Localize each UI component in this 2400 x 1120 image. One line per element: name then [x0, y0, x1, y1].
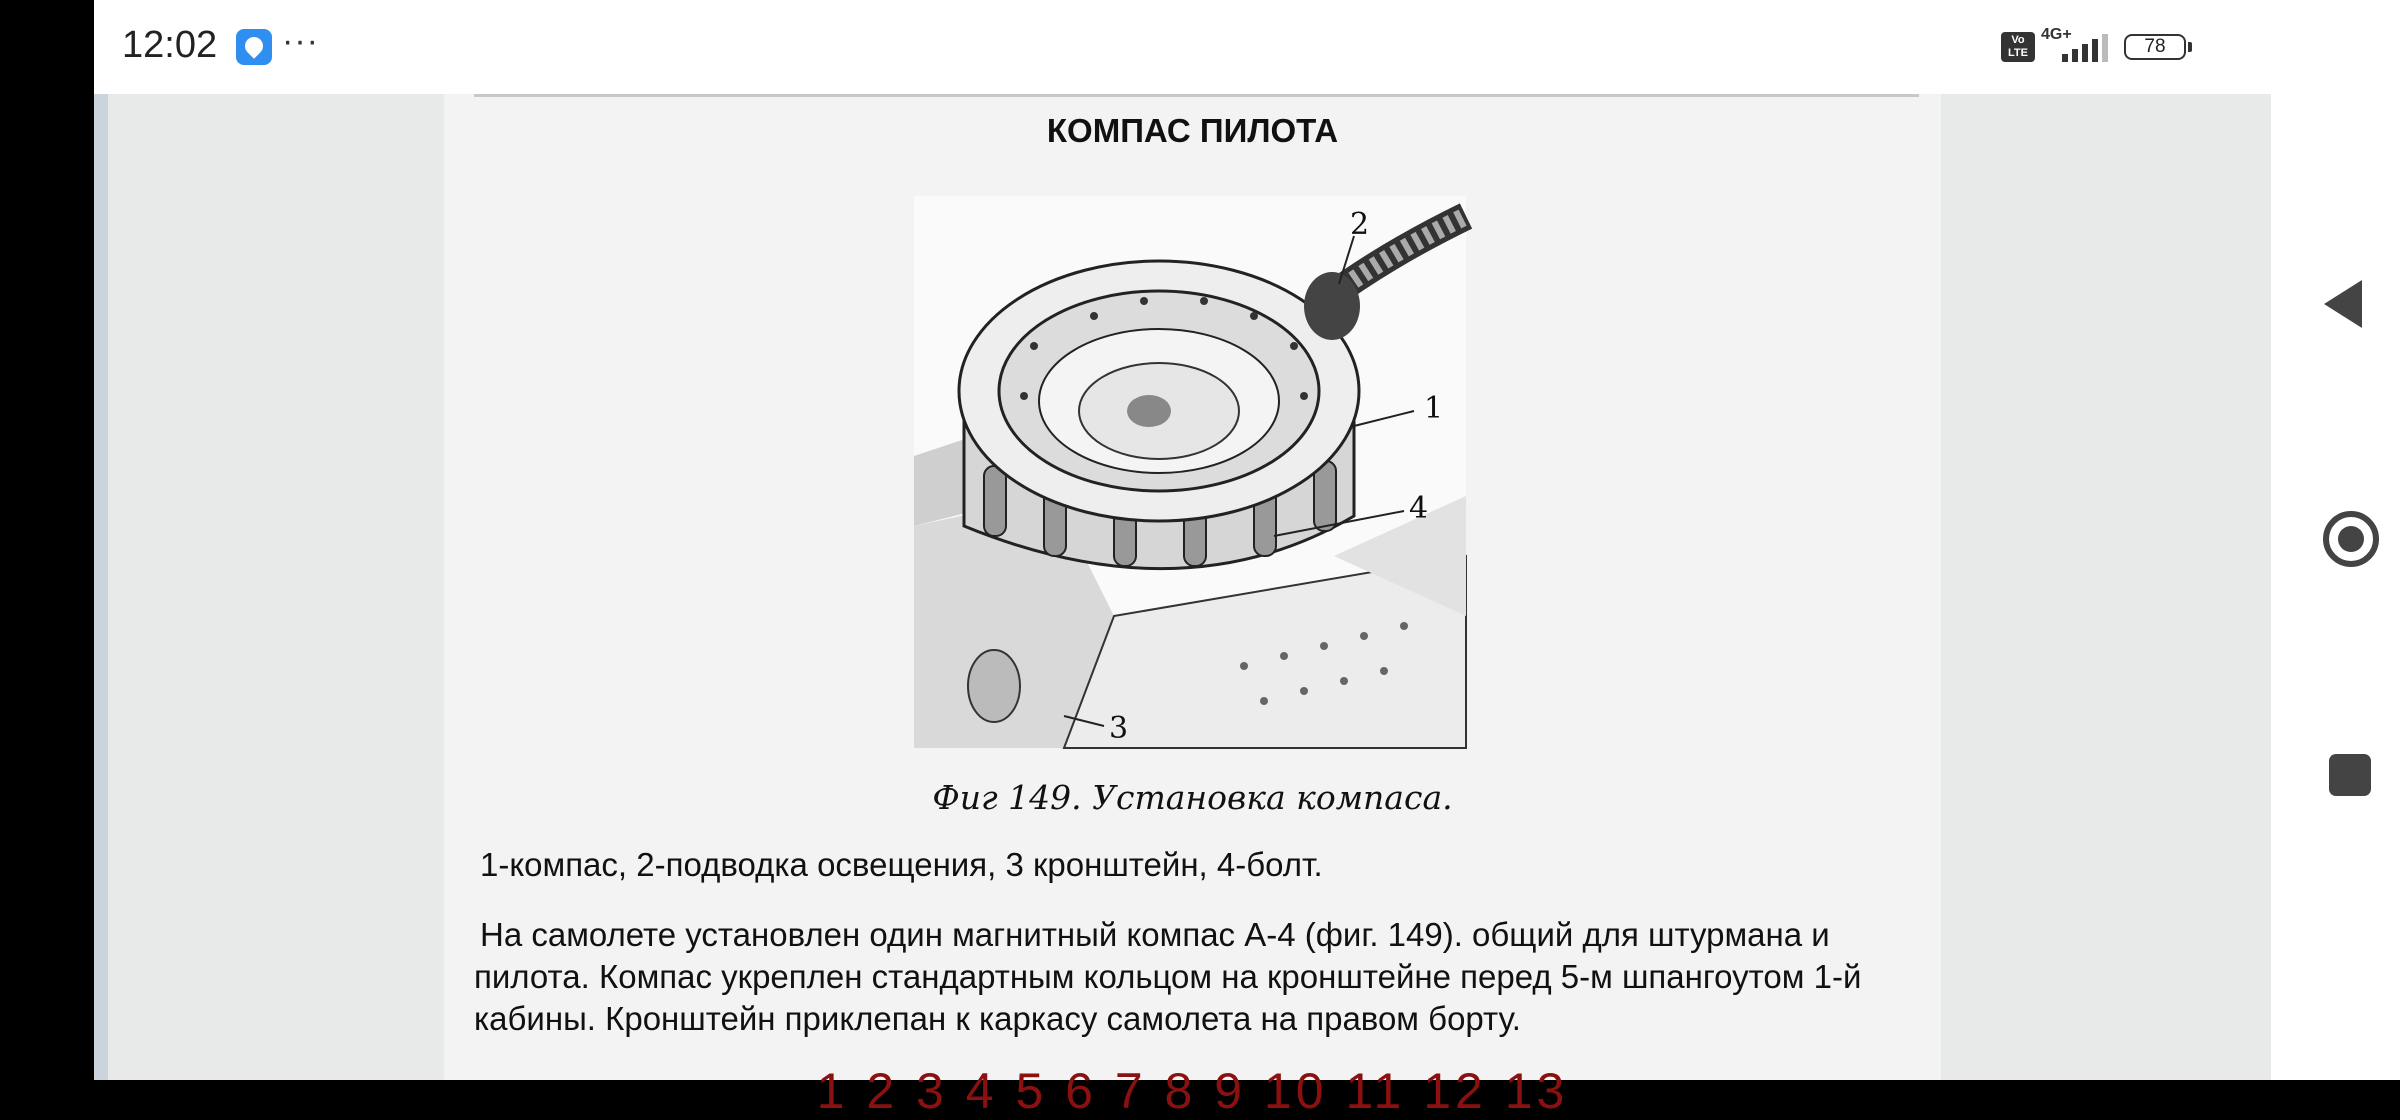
recents-icon[interactable] — [2329, 754, 2371, 796]
left-bezel — [0, 0, 94, 1080]
body-paragraph: На самолете установлен один магнитный компас А-4 (фиг. 149). общий для штурмана и пилота. Компас укреплен стандартным кольцом на кронштейне перед 5-м шпангоутом 1-й кабины. Кронштейн приклепан к каркасу самолета на правом борту. — [474, 916, 1862, 1037]
figure-label-3: 3 — [1109, 711, 1129, 746]
signal-icon — [2062, 34, 2108, 62]
article-title: КОМПАС ПИЛОТА — [1046, 112, 1339, 149]
figure-label-2: 2 — [1350, 207, 1370, 242]
battery-icon: 78 — [2124, 34, 2186, 60]
home-icon[interactable] — [2323, 511, 2379, 567]
figure-caption: Фиг 149. Установка компаса. — [932, 778, 1453, 817]
navigation-bar — [2271, 0, 2400, 1080]
status-bar — [94, 0, 2400, 94]
figure-label-1: 1 — [1424, 391, 1444, 426]
compass-illustration — [914, 196, 1466, 748]
volte-icon: Vo LTE — [2001, 32, 2035, 62]
more-notifications-icon: ··· — [282, 22, 319, 60]
web-page[interactable] — [94, 94, 2271, 1119]
figure-label-4: 4 — [1409, 491, 1429, 526]
back-icon[interactable] — [2324, 280, 2362, 328]
page-links[interactable]: 1 2 3 4 5 6 7 8 9 10 11 12 13 — [816, 1063, 1569, 1119]
chat-notification-icon — [236, 29, 272, 65]
divider — [474, 94, 1919, 97]
page-left-strip — [94, 94, 108, 1080]
article-content — [444, 94, 1941, 1119]
battery-tip — [2188, 42, 2192, 52]
figure-legend: 1-компас, 2-подводка освещения, 3 кронштейн, 4-болт. — [480, 846, 1323, 883]
status-time: 12:02 — [122, 24, 218, 66]
network-type: 4G+ — [2041, 26, 2072, 43]
phone-screen — [94, 0, 2400, 1119]
